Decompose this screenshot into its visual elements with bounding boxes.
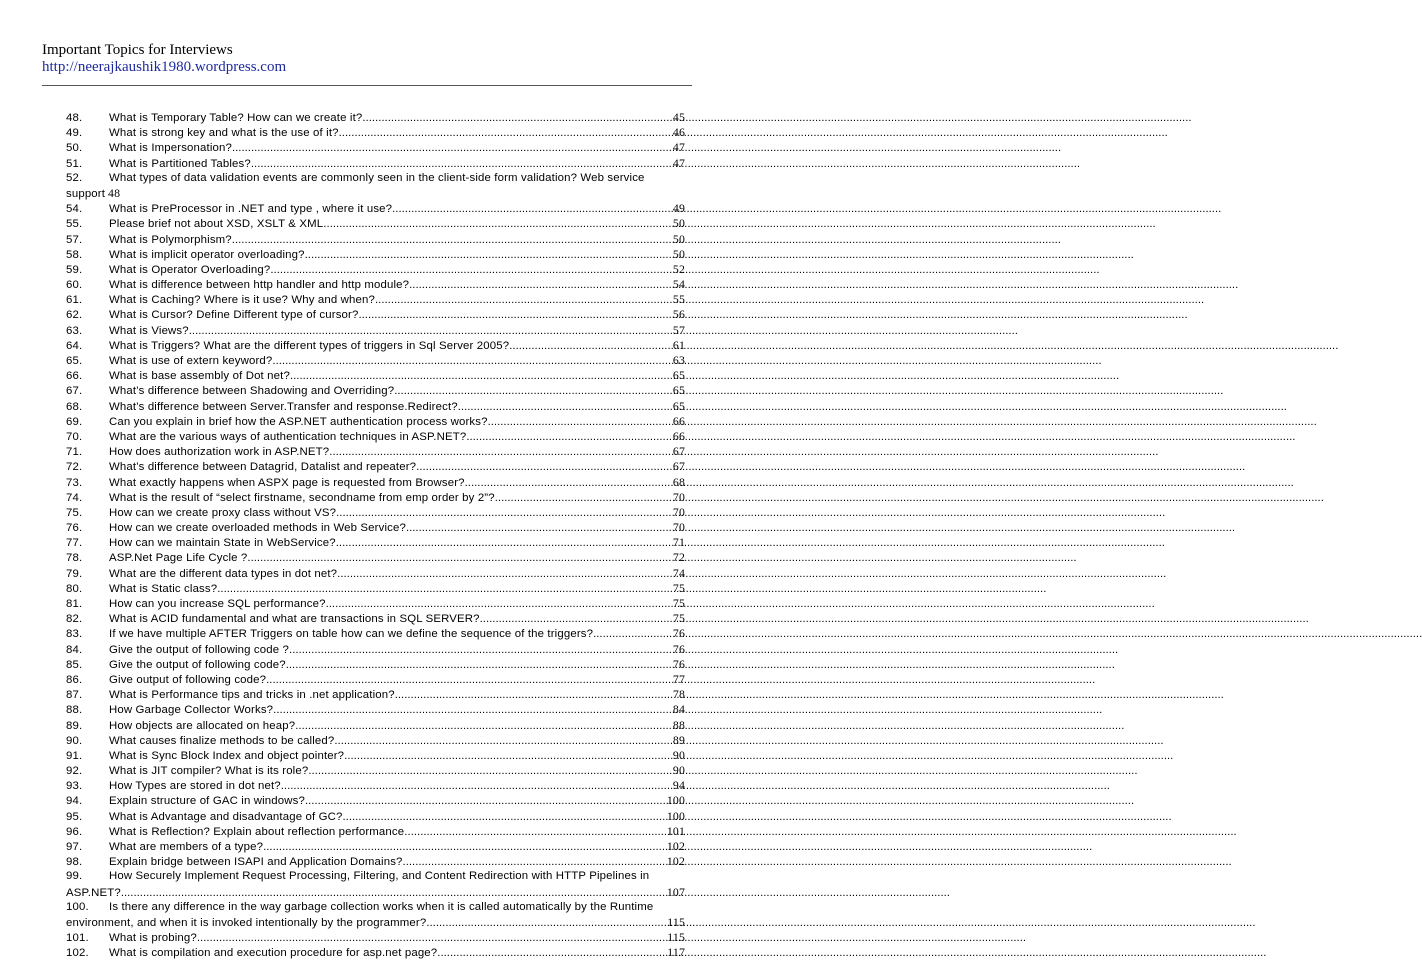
dot-leader xyxy=(334,734,672,749)
toc-entry[interactable] xyxy=(66,383,685,398)
toc-page-number: 75 xyxy=(672,580,685,595)
toc-entry-number: 82. xyxy=(66,613,83,626)
dot-leader xyxy=(495,491,672,506)
toc-entry-number: 51. xyxy=(66,157,83,170)
toc-page-number: 117 xyxy=(667,945,685,960)
toc-entry-title[interactable]: What is implicit operator overloading? xyxy=(109,248,305,261)
toc-entry-number: 62. xyxy=(66,309,83,322)
toc-entry-number: 52. xyxy=(66,171,83,184)
toc-page-number: 68 xyxy=(672,474,685,489)
toc-entry[interactable] xyxy=(66,748,685,763)
dot-leader xyxy=(362,111,672,126)
toc-entry-title[interactable]: What is use of extern keyword? xyxy=(109,355,273,367)
toc-entry-title[interactable]: How can you increase SQL performance? xyxy=(109,598,326,610)
toc-entry-title[interactable]: How Types are stored in dot net? xyxy=(109,780,281,793)
toc-entry-title[interactable]: What’s difference between Datagrid, Datalist and repeater? xyxy=(109,461,417,474)
toc-entry-number: 60. xyxy=(66,279,83,292)
dot-leader xyxy=(358,308,671,323)
toc-entry[interactable] xyxy=(66,778,685,793)
dot-leader xyxy=(270,263,672,278)
toc-page-number: 100 xyxy=(666,808,685,823)
toc-entry-title[interactable]: What are the different data types in dot net? xyxy=(109,567,338,580)
toc-entry[interactable] xyxy=(66,232,685,247)
dot-leader xyxy=(342,810,665,825)
toc-entry[interactable] xyxy=(66,550,685,565)
toc-entry[interactable] xyxy=(66,930,685,945)
dot-leader xyxy=(488,415,672,430)
toc-page-number: 50 xyxy=(672,231,685,246)
dot-leader xyxy=(286,658,672,673)
toc-entry-number: 93. xyxy=(66,780,83,793)
dot-leader xyxy=(281,779,672,794)
toc-entry[interactable] xyxy=(66,201,685,216)
toc-entry[interactable] xyxy=(66,323,685,338)
toc-page-number: 71 xyxy=(672,535,685,550)
document-title: Important Topics for Interviews xyxy=(42,42,233,58)
toc-page-number: 90 xyxy=(672,763,685,778)
toc-page-number: 77 xyxy=(672,671,685,686)
toc-entry-number: 55. xyxy=(66,218,83,231)
dot-leader xyxy=(290,369,672,384)
toc-page-number: 115 xyxy=(667,914,685,929)
toc-page-number: 50 xyxy=(672,216,685,231)
dot-leader xyxy=(217,582,672,597)
dot-leader xyxy=(189,324,672,339)
toc-entry-number: 85. xyxy=(66,658,83,671)
dot-leader xyxy=(458,400,672,415)
toc-entry-title-continued[interactable]: environment, and when it is invoked intentionally by the programmer? xyxy=(66,916,427,929)
toc-entry-number: 59. xyxy=(66,263,83,276)
toc-entry-number: 54. xyxy=(66,203,83,216)
toc-entry-title[interactable]: What’s difference between Server.Transfer and response.Redirect? xyxy=(109,400,458,413)
toc-entry-title[interactable]: Give output of following code? xyxy=(109,673,267,686)
toc-page-number: 48 xyxy=(108,185,121,200)
toc-entry-title[interactable]: What is JIT compiler? What is its role? xyxy=(109,765,309,778)
toc-entry-title[interactable]: What are members of a type? xyxy=(109,841,264,853)
toc-entry-continuation[interactable] xyxy=(66,186,685,201)
toc-entry[interactable] xyxy=(66,566,685,581)
dot-leader xyxy=(394,384,672,399)
toc-entry-title[interactable]: How objects are allocated on heap? xyxy=(109,719,296,732)
toc-page-number: 67 xyxy=(672,444,685,459)
toc-entry[interactable] xyxy=(66,642,685,657)
toc-entry-title[interactable]: What types of data validation events are commonly seen in the client-side form validation? Web service xyxy=(109,171,645,184)
toc-page-number: 84 xyxy=(672,702,685,717)
toc-entry[interactable] xyxy=(66,307,685,322)
toc-entry-number: 100. xyxy=(66,900,89,913)
dot-leader xyxy=(339,126,672,141)
toc-page-number: 52 xyxy=(672,261,685,276)
toc-page-number: 50 xyxy=(672,246,685,261)
toc-entry[interactable] xyxy=(66,490,685,505)
toc-entry-number: 63. xyxy=(66,324,83,337)
dot-leader xyxy=(289,643,672,658)
toc-entry[interactable] xyxy=(66,247,685,262)
toc-entry-title[interactable]: Give the output of following code? xyxy=(109,658,286,671)
toc-entry[interactable] xyxy=(66,687,685,702)
dot-leader xyxy=(273,703,672,718)
toc-entry-title[interactable]: What is Caching? Where is it use? Why and when? xyxy=(109,294,375,307)
toc-entry-title[interactable]: What exactly happens when ASPX page is requested from Browser? xyxy=(109,476,465,489)
dot-leader xyxy=(437,946,666,961)
toc-page-number: 70 xyxy=(672,520,685,535)
toc-entry[interactable] xyxy=(66,520,685,535)
toc-entry[interactable] xyxy=(66,733,685,748)
toc-page-number: 63 xyxy=(672,353,685,367)
toc-entry-title[interactable]: How Garbage Collector Works? xyxy=(109,704,274,717)
toc-entry-title[interactable]: What is Sync Block Index and object pointer? xyxy=(109,749,345,762)
toc-page-number: 67 xyxy=(672,459,685,474)
toc-entry[interactable] xyxy=(66,824,685,839)
toc-page-number: 65 xyxy=(672,383,685,398)
toc-entry-number: 77. xyxy=(66,537,83,550)
toc-entry-number: 67. xyxy=(66,385,83,398)
dot-leader xyxy=(305,794,666,809)
toc-entry-number: 80. xyxy=(66,582,83,595)
toc-entry-title-continued[interactable]: ASP.NET? xyxy=(66,886,121,899)
dot-leader xyxy=(416,460,672,475)
toc-page-number: 102 xyxy=(666,854,685,869)
toc-page-number: 90 xyxy=(672,747,685,762)
toc-entry[interactable] xyxy=(66,444,685,459)
toc-entry[interactable] xyxy=(66,505,685,520)
toc-entry-number: 94. xyxy=(66,795,83,808)
toc-page-number: 70 xyxy=(672,489,685,504)
toc-entry-title[interactable]: Explain bridge between ISAPI and Application Domains? xyxy=(109,856,403,869)
toc-entry-title[interactable]: What is Polymorphism? xyxy=(109,233,232,246)
toc-entry-number: 65. xyxy=(66,355,83,367)
toc-page-number: 61 xyxy=(672,337,685,352)
toc-entry[interactable] xyxy=(66,140,685,155)
toc-entry[interactable] xyxy=(66,672,685,687)
dot-leader xyxy=(251,157,672,172)
toc-entry-title[interactable]: What is Views? xyxy=(109,324,189,337)
toc-entry[interactable] xyxy=(66,459,685,474)
toc-entry-number: 74. xyxy=(66,491,83,504)
dot-leader xyxy=(329,445,672,460)
dot-leader xyxy=(272,354,671,369)
dot-leader xyxy=(197,931,666,946)
toc-entry-title[interactable]: Please brief not about XSD, XSLT & XML. xyxy=(109,218,327,231)
toc-entry-title[interactable]: What is Triggers? What are the different types of triggers in Sql Server 2005? xyxy=(109,339,510,352)
dot-leader xyxy=(395,688,672,703)
toc-entry-number: 96. xyxy=(66,825,83,838)
toc-entry-number: 50. xyxy=(66,142,83,155)
dot-leader xyxy=(409,278,672,293)
toc-entry-title[interactable]: What is Static class? xyxy=(109,582,218,595)
toc-entry-title[interactable]: What are the various ways of authentication techniques in ASP.NET? xyxy=(109,430,467,443)
toc-page-number: 66 xyxy=(672,428,685,443)
toc-entry[interactable] xyxy=(66,156,685,171)
toc-entry[interactable] xyxy=(66,338,685,353)
toc-entry[interactable] xyxy=(66,368,685,383)
toc-entry-number: 72. xyxy=(66,461,83,474)
dot-leader xyxy=(344,749,672,764)
dot-leader xyxy=(466,430,672,445)
toc-page-number: 75 xyxy=(672,611,685,626)
dot-leader xyxy=(295,719,672,734)
toc-entry-number: 92. xyxy=(66,765,83,778)
toc-entry-continuation[interactable] xyxy=(66,915,685,930)
toc-page-number: 55 xyxy=(672,292,685,307)
toc-entry[interactable] xyxy=(66,110,685,125)
toc-entry-title[interactable]: What is probing? xyxy=(109,932,197,945)
toc-entry-number: 88. xyxy=(66,704,83,717)
toc-entry-number: 71. xyxy=(66,446,83,459)
toc-entry-continuation[interactable] xyxy=(66,885,685,900)
toc-page-number: 101 xyxy=(666,823,685,838)
toc-entry-number: 57. xyxy=(66,233,83,246)
dot-leader xyxy=(232,141,672,156)
toc-entry-number: 69. xyxy=(66,415,83,428)
toc-page-number: 65 xyxy=(672,398,685,413)
toc-entry[interactable] xyxy=(66,414,685,429)
toc-entry-number: 98. xyxy=(66,856,83,869)
toc-entry[interactable] xyxy=(66,399,685,414)
toc-entry-title[interactable]: Explain structure of GAC in windows? xyxy=(109,795,305,808)
toc-entry-number: 87. xyxy=(66,689,83,702)
toc-page-number: 57 xyxy=(672,322,685,337)
dot-leader xyxy=(406,521,672,536)
toc-page-number: 115 xyxy=(667,930,685,945)
toc-entry-number: 81. xyxy=(66,598,83,610)
toc-page-number: 102 xyxy=(666,839,685,853)
toc-entry-number: 84. xyxy=(66,643,83,656)
toc-entry[interactable] xyxy=(66,535,685,550)
toc-page-number: 94 xyxy=(672,778,685,793)
toc-entry[interactable] xyxy=(66,611,685,626)
toc-entry[interactable] xyxy=(66,809,685,824)
dot-leader xyxy=(392,202,672,217)
toc-entry-title[interactable]: What is ACID fundamental and what are transactions in SQL SERVER? xyxy=(109,613,480,626)
toc-entry-number: 66. xyxy=(66,370,83,383)
toc-page-number: 65 xyxy=(672,368,685,383)
toc-page-number: 75 xyxy=(672,596,685,610)
toc-entry-number: 76. xyxy=(66,522,83,535)
toc-entry-number: 99. xyxy=(66,870,83,883)
dot-leader xyxy=(336,506,672,521)
toc-entry-title[interactable]: What is compilation and execution procedure for asp.net page? xyxy=(109,947,438,960)
toc-entry-title[interactable]: How can we maintain State in WebService? xyxy=(109,537,336,550)
toc-entry-title-continued[interactable]: support xyxy=(66,187,106,200)
toc-page-number: 56 xyxy=(672,307,685,322)
toc-entry[interactable] xyxy=(66,763,685,778)
dot-leader xyxy=(408,825,666,840)
toc-page-number: 88 xyxy=(672,717,685,732)
toc-entry[interactable] xyxy=(66,216,685,231)
toc-entry-title[interactable]: ASP.Net Page Life Cycle ? xyxy=(109,552,248,565)
toc-page-number: 70 xyxy=(672,504,685,519)
toc-entry-number: 91. xyxy=(66,749,83,762)
toc-entry-title[interactable]: Give the output of following code ? xyxy=(109,643,290,656)
toc-entry[interactable] xyxy=(66,292,685,307)
dot-leader xyxy=(308,764,672,779)
dot-leader xyxy=(305,248,672,263)
toc-entry[interactable] xyxy=(66,702,685,717)
toc-entry-title[interactable]: What causes finalize methods to be called? xyxy=(109,734,335,747)
dot-leader xyxy=(327,217,672,232)
dot-leader xyxy=(266,673,672,688)
dot-leader xyxy=(403,855,666,870)
toc-entry[interactable] xyxy=(66,900,685,915)
toc-entry-title[interactable]: What is Impersonation? xyxy=(109,142,232,155)
toc-page-number: 45 xyxy=(672,110,685,124)
toc-entry[interactable] xyxy=(66,793,685,808)
dot-leader xyxy=(263,840,666,855)
toc-entry-title[interactable]: Is there any difference in the way garbage collection works when it is called automatically by the Runtime xyxy=(109,900,654,913)
toc-entry-title[interactable]: What is Partitioned Tables? xyxy=(109,157,251,170)
dot-leader xyxy=(247,551,671,566)
toc-entry[interactable] xyxy=(66,945,685,960)
page-header xyxy=(42,42,286,76)
toc-entry-title[interactable]: How Securely Implement Request Processing, Filtering, and Content Redirection with HTTP Pipelines in xyxy=(109,870,650,883)
toc-entry-number: 78. xyxy=(66,552,83,565)
toc-page-number: 76 xyxy=(672,656,685,671)
toc-page-number: 76 xyxy=(672,641,685,656)
toc-page-number: 74 xyxy=(672,565,685,580)
dot-leader xyxy=(480,612,672,627)
toc-entry-title[interactable]: What is difference between http handler and http module? xyxy=(109,279,410,292)
toc-entry[interactable] xyxy=(66,657,685,672)
toc-entry-number: 49. xyxy=(66,127,83,140)
toc-entry-title[interactable]: Can you explain in brief how the ASP.NET authentication process works? xyxy=(109,415,488,428)
toc-entry[interactable] xyxy=(66,475,685,490)
toc-entry-title[interactable]: What is Performance tips and tricks in .net application? xyxy=(109,689,395,702)
dot-leader xyxy=(465,476,672,491)
toc-entry-number: 58. xyxy=(66,248,83,261)
header-divider xyxy=(42,85,692,86)
toc-entry[interactable] xyxy=(66,854,685,869)
toc-entry-number: 89. xyxy=(66,719,83,732)
dot-leader xyxy=(593,627,672,642)
table-of-contents xyxy=(66,110,685,961)
toc-entry-title[interactable]: What is Cursor? Define Different type of cursor? xyxy=(109,309,359,322)
toc-entry-number: 102. xyxy=(66,947,89,960)
toc-entry-title[interactable]: What’s difference between Shadowing and Overriding? xyxy=(109,385,395,398)
toc-entry-title[interactable]: What is Temporary Table? How can we create it? xyxy=(109,112,363,124)
toc-page-number: 47 xyxy=(672,140,685,155)
toc-page-number: 66 xyxy=(672,413,685,428)
toc-entry-number: 86. xyxy=(66,673,83,686)
blog-url-link[interactable]: http://neerajkaushik1980.wordpress.com xyxy=(42,59,287,75)
toc-entry[interactable] xyxy=(66,125,685,140)
toc-page-number: 76 xyxy=(672,626,685,641)
toc-entry-title[interactable]: How does authorization work in ASP.NET? xyxy=(109,446,330,459)
toc-page-number: 89 xyxy=(672,732,685,747)
dot-leader xyxy=(232,233,672,248)
toc-entry-title[interactable]: How can we create overloaded methods in Web Service? xyxy=(109,522,406,535)
toc-page-number: 46 xyxy=(672,125,685,140)
dot-leader xyxy=(375,293,672,308)
toc-entry-number: 90. xyxy=(66,734,83,747)
dot-leader xyxy=(426,916,664,931)
toc-entry[interactable] xyxy=(66,171,685,186)
toc-entry[interactable] xyxy=(66,626,685,641)
toc-entry-number: 75. xyxy=(66,506,83,519)
toc-entry-number: 83. xyxy=(66,628,83,641)
dot-leader xyxy=(121,886,664,901)
toc-entry[interactable] xyxy=(66,581,685,596)
toc-page-number: 54 xyxy=(672,277,685,292)
toc-entry-number: 101. xyxy=(66,932,89,945)
toc-entry-number: 64. xyxy=(66,339,83,352)
toc-entry-number: 95. xyxy=(66,810,83,823)
toc-entry[interactable] xyxy=(66,262,685,277)
toc-page-number: 78 xyxy=(672,687,685,702)
dot-leader xyxy=(326,597,672,612)
toc-entry-title[interactable]: What is Advantage and disadvantage of GC? xyxy=(109,810,343,823)
toc-entry-title[interactable]: What is Operator Overloading? xyxy=(109,263,271,276)
toc-entry-number: 70. xyxy=(66,430,83,443)
toc-entry-title[interactable]: What is the result of “select firstname, secondname from emp order by 2”? xyxy=(109,491,495,504)
toc-entry-number: 79. xyxy=(66,567,83,580)
toc-entry[interactable] xyxy=(66,718,685,733)
toc-page-number: 47 xyxy=(672,155,685,170)
toc-page-number: 107 xyxy=(666,884,685,899)
toc-entry-number: 68. xyxy=(66,400,83,413)
toc-entry[interactable] xyxy=(66,277,685,292)
toc-entry-title[interactable]: What is base assembly of Dot net? xyxy=(109,370,290,383)
toc-entry[interactable] xyxy=(66,839,685,854)
toc-entry-title[interactable]: What is strong key and what is the use of it? xyxy=(109,127,339,140)
toc-entry[interactable] xyxy=(66,869,685,884)
toc-entry[interactable] xyxy=(66,596,685,611)
toc-entry-title[interactable]: What is Reflection? Explain about reflection performance. xyxy=(109,825,408,838)
toc-entry-title[interactable]: How can we create proxy class without VS? xyxy=(109,506,337,519)
dot-leader xyxy=(337,567,672,582)
dot-leader xyxy=(509,339,672,354)
toc-page-number: 72 xyxy=(672,550,685,565)
toc-entry[interactable] xyxy=(66,353,685,368)
dot-leader xyxy=(336,536,672,551)
toc-entry-number: 73. xyxy=(66,476,83,489)
toc-page-number: 49 xyxy=(672,201,685,216)
toc-entry-title[interactable]: If we have multiple AFTER Triggers on table how can we define the sequence of the triggers? xyxy=(109,628,594,641)
toc-entry-number: 61. xyxy=(66,294,83,307)
toc-entry[interactable] xyxy=(66,429,685,444)
toc-entry-number: 97. xyxy=(66,841,83,853)
toc-entry-number: 48. xyxy=(66,112,83,124)
toc-entry-title[interactable]: What is PreProcessor in .NET and type , where it use? xyxy=(109,203,393,216)
toc-page-number: 100 xyxy=(666,793,685,808)
